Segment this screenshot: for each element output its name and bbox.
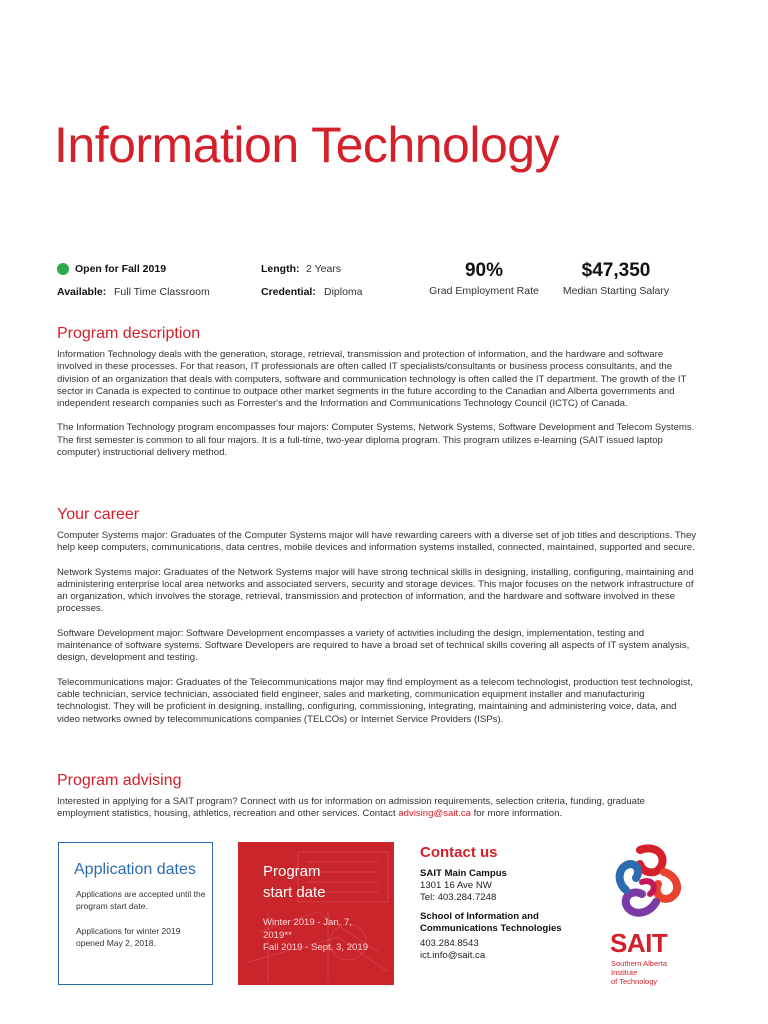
career-p2: Network Systems major: Graduates of the Network Systems major will have strong technical skills in designing, installing, configuring, maintaining and administering enterprise local area networks and associated servers, security and storage devices. This major focuses on the network infrastructure of an organization, which involves the storage, retrieval, transmission and protection of information, and the hardware and software involved in these processes. <box>57 566 694 615</box>
contact-school-email[interactable]: ict.info@sait.ca <box>420 950 486 961</box>
application-dates-p1: Applications are accepted until the program start date. <box>76 889 206 911</box>
program-description-heading: Program description <box>57 325 201 342</box>
advising-email-link[interactable]: advising@sait.ca <box>398 808 471 820</box>
sait-institute-name <box>611 959 667 986</box>
page-title: Information Technology <box>54 117 560 173</box>
advising-text-before: Interested in applying for a SAIT program? Connect with us for information on admission requirements, selection criteria, funding, graduate employment statistics, housing, athletics, recreation and other services. Contact <box>57 796 646 820</box>
application-dates-p2: Applications for winter 2019 opened May 2, 2018. <box>76 926 181 948</box>
stat-salary <box>550 260 682 282</box>
career-p1: Computer Systems major: Graduates of the Computer Systems major will have rewarding careers with a diverse set of job titles and descriptions. They help keep computers, communications, data centres, mobile devices and information systems installed, connected, maintained, supported and secure. <box>57 530 697 554</box>
credential-value: Diploma <box>324 286 363 298</box>
sait-logo <box>610 842 700 992</box>
start-date-winter-cont: 2019** <box>263 929 292 941</box>
contact-campus: SAIT Main Campus <box>420 868 507 879</box>
application-dates-heading: Application dates <box>74 861 196 878</box>
sait-logo-mark-icon <box>612 842 692 924</box>
start-date-heading-line2: start date <box>263 884 326 901</box>
stat-employment-value: 90% <box>464 260 504 281</box>
start-date-winter: Winter 2019 - Jan. 7, <box>263 917 353 928</box>
contact-school-phone: 403.284.8543 <box>420 938 479 949</box>
sait-institute-line1: Southern Alberta <box>611 959 667 968</box>
career-section <box>57 506 697 726</box>
contact-school-line1: School of Information and <box>420 911 539 922</box>
contact-heading: Contact us <box>420 844 498 861</box>
program-description-p1: Information Technology deals with the generation, storage, retrieval, transmission and protection of information, and the hardware and software involved in these processes. For that reason, IT professionals are often called IT specialists/consultants or business process consultants, and the division of an organization that deals with computers, software and communication technology is often called the IT department. The growth of the IT sector in Canada is expected to continue to outpace other market segments in the future according to the Canadian and Alberta governments and independent research companies such as Forrester's and the Information and Communications Technology Council (ICTC) of Canada. <box>57 349 687 410</box>
advising-text-after: for more information. <box>470 808 563 820</box>
contact-school-line2: Communications Technologies <box>420 923 562 934</box>
sait-institute-line2: Institute <box>611 968 638 977</box>
stat-employment <box>414 260 554 285</box>
contact-tel: Tel: 403.284.7248 <box>420 892 497 903</box>
contact-address: 1301 16 Ave NW <box>420 880 492 891</box>
advising-section <box>57 772 697 821</box>
advising-text <box>57 796 697 821</box>
application-dates-box <box>58 842 213 985</box>
advising-heading: Program advising <box>57 772 182 789</box>
contact-details <box>420 868 562 962</box>
start-date-heading <box>263 861 326 903</box>
length-value: 2 Years <box>306 263 342 275</box>
stat-salary-caption: Median Starting Salary <box>562 285 670 297</box>
career-p4: Telecommunications major: Graduates of the Telecommunications major may find employment as a telecom technologist, production test technologist, cable technician, service technician, associated field engineer, sales and marketing, communication equipment installer and manufacturing technologist. They will be proficient in designing, installing, configuring, commissioning, integrating, maintaining and administering voice, data, and video networks owned by telecommunications companies (TELCOs) or Internet Service Providers (ISPs). <box>57 676 693 725</box>
start-date-fall: Fall 2019 - Sept. 3, 2019 <box>263 942 369 953</box>
status-text: Open for Fall 2019 <box>75 263 167 275</box>
start-date-details <box>263 917 368 955</box>
program-description-section <box>57 325 697 459</box>
sait-wordmark: SAIT <box>610 928 668 958</box>
sait-institute-line3: of Technology <box>611 977 658 986</box>
start-date-heading-line1: Program <box>263 863 321 880</box>
stat-employment-caption: Grad Employment Rate <box>429 285 539 297</box>
stat-salary-value: $47,350 <box>581 260 651 281</box>
length-label: Length: <box>261 263 300 275</box>
start-date-box <box>238 842 394 985</box>
credential-label: Credential: <box>261 286 316 298</box>
program-description-p2: The Information Technology program encompasses four majors: Computer Systems, Network Systems, Software Development and Telecom Systems. The first semester is common to all four majors. It is a full-time, two-year diploma program. This program utilizes e-learning (SAIT issued laptop computer) instructional delivery method. <box>57 422 695 459</box>
available-value: Full Time Classroom <box>114 286 210 298</box>
career-p3: Software Development major: Software Development encompasses a variety of activities including the design, implementation, testing and maintenance of software systems. Software Developers are required to have a broad set of technical skills covering all aspects of IT system analysis, design, development and testing. <box>57 627 690 664</box>
status-dot-icon <box>57 263 69 275</box>
available-label: Available: <box>57 286 107 298</box>
career-heading: Your career <box>57 506 140 523</box>
